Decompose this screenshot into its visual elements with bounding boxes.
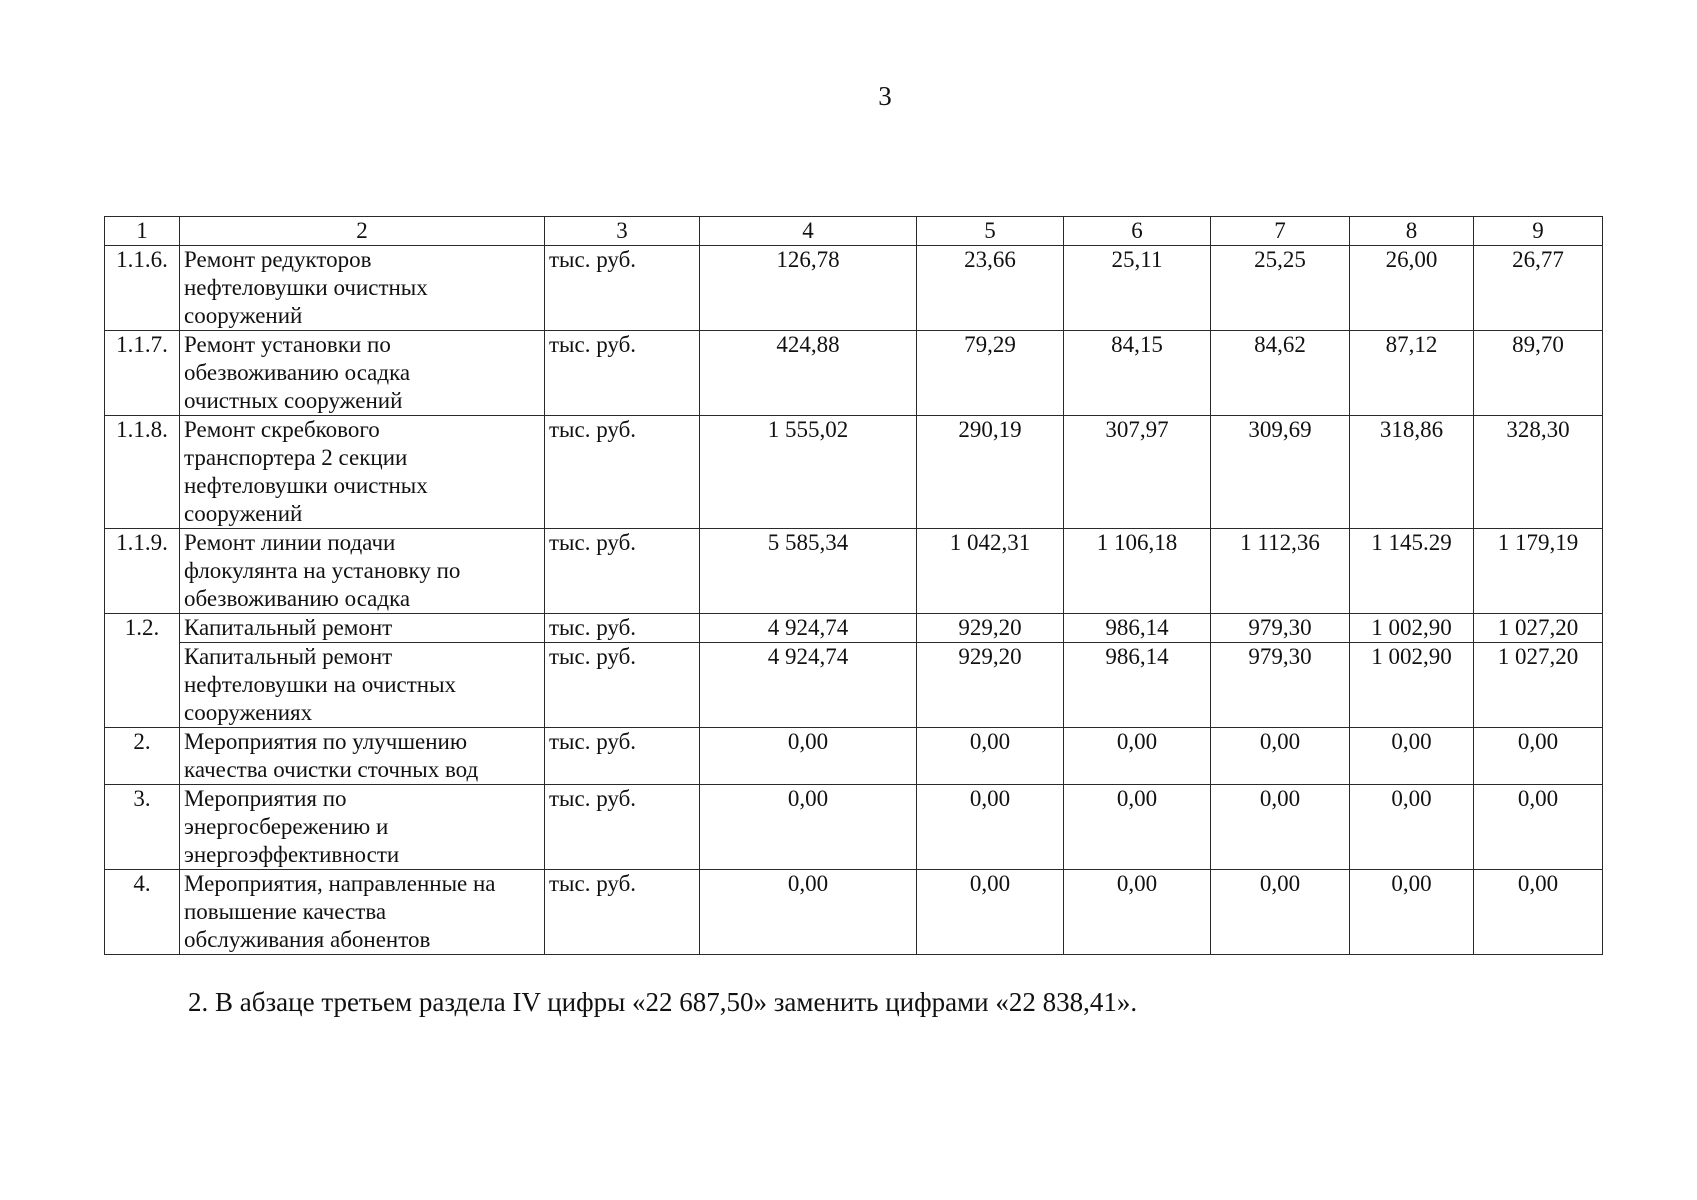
table-row	[105, 331, 1603, 416]
row-value: 1 042,31	[917, 529, 1064, 614]
table-row	[105, 643, 1603, 728]
row-name-line: Ремонт установки по	[184, 332, 391, 357]
row-name-line: Капитальный ремонт	[184, 644, 393, 669]
row-unit: тыс. руб.	[545, 785, 700, 870]
row-value: 0,00	[1211, 785, 1350, 870]
row-number: 1.2.	[105, 614, 180, 643]
row-value: 1 555,02	[700, 416, 917, 529]
row-name-line: качества очистки сточных вод	[184, 757, 479, 782]
row-name-line: Мероприятия по	[184, 786, 347, 811]
row-number: 1.1.7.	[105, 331, 180, 416]
row-name-line: очистных сооружений	[184, 388, 403, 413]
row-value: 0,00	[1064, 785, 1211, 870]
header-cell: 3	[545, 217, 700, 246]
row-number: 1.1.6.	[105, 246, 180, 331]
row-value: 1 106,18	[1064, 529, 1211, 614]
row-value: 0,00	[1064, 870, 1211, 955]
row-value: 23,66	[917, 246, 1064, 331]
row-value: 26,77	[1474, 246, 1603, 331]
header-cell: 6	[1064, 217, 1211, 246]
table-row	[105, 785, 1603, 870]
row-value: 1 145.29	[1350, 529, 1474, 614]
row-name-line: транспортера 2 секции	[184, 445, 408, 470]
table-row	[105, 416, 1603, 529]
row-value: 307,97	[1064, 416, 1211, 529]
row-name	[180, 529, 545, 614]
table-row	[105, 246, 1603, 331]
row-name-line: Ремонт редукторов	[184, 247, 372, 272]
row-unit: тыс. руб.	[545, 529, 700, 614]
row-value: 0,00	[1211, 728, 1350, 785]
row-name-line: энергосбережению и	[184, 814, 389, 839]
row-value: 979,30	[1211, 614, 1350, 643]
header-cell: 7	[1211, 217, 1350, 246]
row-value: 5 585,34	[700, 529, 917, 614]
row-value: 87,12	[1350, 331, 1474, 416]
row-value: 0,00	[1474, 728, 1603, 785]
row-name-line: нефтеловушки на очистных	[184, 672, 457, 697]
row-number	[105, 643, 180, 728]
row-value: 84,62	[1211, 331, 1350, 416]
table-row	[105, 870, 1603, 955]
row-value: 25,11	[1064, 246, 1211, 331]
header-cell: 5	[917, 217, 1064, 246]
row-value: 79,29	[917, 331, 1064, 416]
row-unit: тыс. руб.	[545, 331, 700, 416]
row-value: 1 027,20	[1474, 643, 1603, 728]
row-name-line: нефтеловушки очистных	[184, 473, 428, 498]
table-header-row	[105, 217, 1603, 246]
row-value: 986,14	[1064, 643, 1211, 728]
table-row	[105, 614, 1603, 643]
row-value: 0,00	[917, 785, 1064, 870]
row-name	[180, 246, 545, 331]
row-value: 0,00	[700, 728, 917, 785]
row-value: 1 002,90	[1350, 643, 1474, 728]
row-value: 986,14	[1064, 614, 1211, 643]
row-number: 4.	[105, 870, 180, 955]
row-unit: тыс. руб.	[545, 614, 700, 643]
row-unit: тыс. руб.	[545, 643, 700, 728]
row-value: 26,00	[1350, 246, 1474, 331]
data-table	[104, 216, 1603, 955]
row-unit: тыс. руб.	[545, 870, 700, 955]
row-name-line: Ремонт линии подачи	[184, 530, 396, 555]
amendment-paragraph: 2. В абзаце третьем раздела IV цифры «22 687,50» заменить цифрами «22 838,41».	[188, 987, 1138, 1017]
row-name	[180, 416, 545, 529]
row-value: 4 924,74	[700, 643, 917, 728]
row-value: 0,00	[700, 870, 917, 955]
row-value: 929,20	[917, 643, 1064, 728]
row-value: 84,15	[1064, 331, 1211, 416]
header-cell: 2	[180, 217, 545, 246]
row-name	[180, 728, 545, 785]
row-name-line: флокулянта на установку по	[184, 558, 461, 583]
row-name-line: Мероприятия по улучшению	[184, 729, 468, 754]
row-value: 0,00	[917, 870, 1064, 955]
row-name-line: обслуживания абонентов	[184, 927, 431, 952]
page-number: 3	[878, 81, 892, 111]
row-unit: тыс. руб.	[545, 728, 700, 785]
header-cell: 1	[105, 217, 180, 246]
row-name-line: сооружениях	[184, 700, 313, 725]
row-name	[180, 614, 545, 643]
row-value: 424,88	[700, 331, 917, 416]
row-value: 25,25	[1211, 246, 1350, 331]
header-cell: 9	[1474, 217, 1603, 246]
header-cell: 8	[1350, 217, 1474, 246]
row-name-line: повышение качества	[184, 899, 387, 924]
row-number: 1.1.9.	[105, 529, 180, 614]
row-name-line: Ремонт скребкового	[184, 417, 380, 442]
row-value: 290,19	[917, 416, 1064, 529]
table-row	[105, 529, 1603, 614]
row-name	[180, 870, 545, 955]
row-value: 309,69	[1211, 416, 1350, 529]
row-value: 126,78	[700, 246, 917, 331]
row-value: 1 112,36	[1211, 529, 1350, 614]
row-name	[180, 331, 545, 416]
row-value: 1 179,19	[1474, 529, 1603, 614]
row-name-line: Капитальный ремонт	[184, 615, 393, 640]
row-value: 89,70	[1474, 331, 1603, 416]
row-number: 3.	[105, 785, 180, 870]
row-name-line: обезвоживанию осадка	[184, 360, 411, 385]
row-value: 0,00	[917, 728, 1064, 785]
row-name-line: Мероприятия, направленные на	[184, 871, 496, 896]
header-cell: 4	[700, 217, 917, 246]
row-value: 1 002,90	[1350, 614, 1474, 643]
row-name-line: сооружений	[184, 303, 303, 328]
row-name-line: энергоэффективности	[184, 842, 400, 867]
row-value: 0,00	[700, 785, 917, 870]
table-row	[105, 728, 1603, 785]
row-name-line: сооружений	[184, 501, 303, 526]
row-name-line: нефтеловушки очистных	[184, 275, 428, 300]
row-number: 1.1.8.	[105, 416, 180, 529]
row-value: 0,00	[1474, 785, 1603, 870]
row-value: 0,00	[1474, 870, 1603, 955]
row-unit: тыс. руб.	[545, 416, 700, 529]
row-value: 0,00	[1064, 728, 1211, 785]
row-value: 929,20	[917, 614, 1064, 643]
row-value: 979,30	[1211, 643, 1350, 728]
row-value: 0,00	[1350, 728, 1474, 785]
row-value: 4 924,74	[700, 614, 917, 643]
row-number: 2.	[105, 728, 180, 785]
row-value: 318,86	[1350, 416, 1474, 529]
row-unit: тыс. руб.	[545, 246, 700, 331]
row-name	[180, 643, 545, 728]
row-name-line: обезвоживанию осадка	[184, 586, 411, 611]
row-value: 1 027,20	[1474, 614, 1603, 643]
row-value: 0,00	[1350, 785, 1474, 870]
row-value: 0,00	[1211, 870, 1350, 955]
row-value: 328,30	[1474, 416, 1603, 529]
row-value: 0,00	[1350, 870, 1474, 955]
row-name	[180, 785, 545, 870]
